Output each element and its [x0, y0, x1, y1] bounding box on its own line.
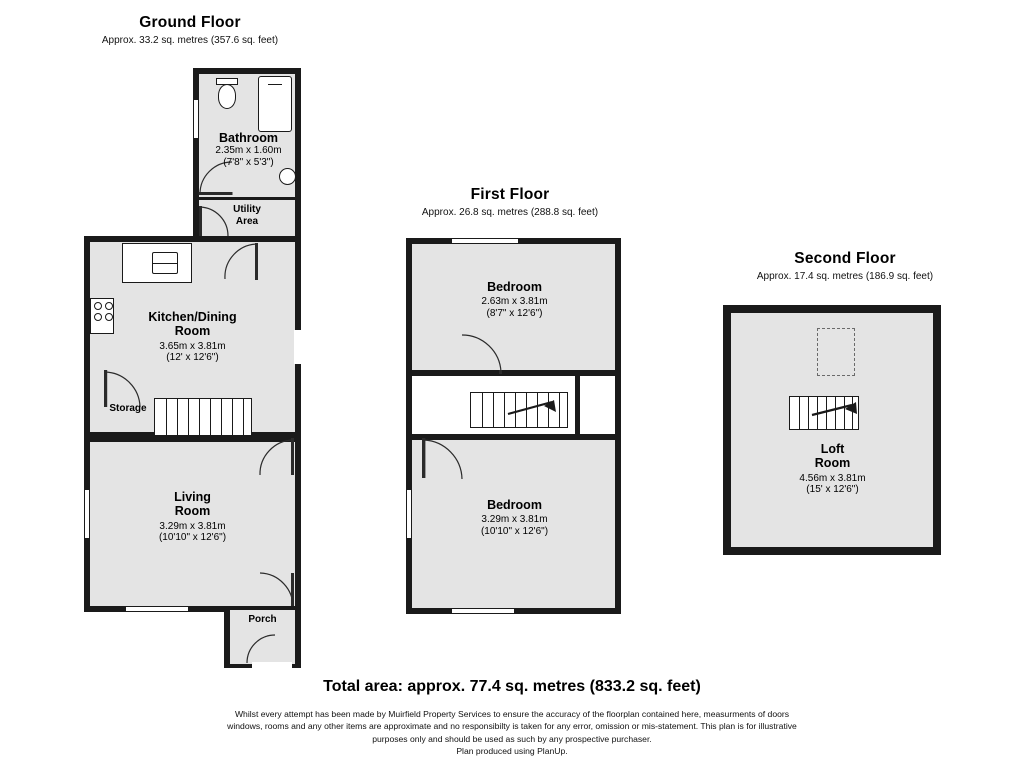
ground-floor-subtitle: Approx. 33.2 sq. metres (357.6 sq. feet): [101, 35, 279, 46]
kitchen-sink-divider: [152, 263, 178, 264]
bedroom-1-label: [432, 280, 597, 319]
storage-name: Storage: [109, 403, 147, 414]
living-room-name-line1: Living: [174, 490, 211, 504]
ground-floor-group: [0, 0, 340, 680]
bedroom-1-dim-imperial: (8'7" x 12'6"): [486, 307, 543, 319]
hob-burner-3: [94, 313, 102, 321]
bedroom-2-side-window: [406, 490, 412, 538]
utility-door: [199, 206, 229, 238]
disclaimer-line-2: windows, rooms and any other items are approximate and no responsibilty is taken for any error, omission or mis-statement. This plan is for illustrative: [227, 721, 797, 732]
bedroom-1-dim-metric: 2.63m x 3.81m: [481, 296, 548, 308]
living-room-side-window: [84, 490, 90, 538]
bathroom-name: Bathroom: [218, 131, 279, 145]
kitchen-door: [224, 243, 258, 281]
loft-label: [750, 442, 915, 496]
second-floor-title: Second Floor: [794, 250, 896, 267]
disclaimer-line-1: Whilst every attempt has been made by Muirfield Property Services to ensure the accuracy of the floorplan contained here, measurments of doors: [234, 709, 790, 719]
bedroom-2-dim-imperial: (10'10" x 12'6"): [480, 525, 549, 537]
loft-name-line2: Room: [814, 456, 851, 471]
bedroom-2-door: [422, 438, 464, 480]
utility-name-line1: Utility: [233, 204, 261, 215]
loft-name-line1: Loft: [820, 442, 845, 456]
kitchen-label: [110, 310, 275, 364]
second-floor-subtitle: Approx. 17.4 sq. metres (186.9 sq. feet): [756, 271, 934, 282]
living-room-label: [110, 490, 275, 544]
storage-label: [84, 403, 172, 415]
loft-dim-imperial: (15' x 12'6"): [806, 484, 859, 496]
loft-stair-arrow: [812, 400, 864, 422]
kitchen-name-line2: Room: [174, 324, 211, 339]
bedroom-1-name: Bedroom: [487, 280, 542, 294]
bedroom-2-label: [432, 498, 597, 537]
living-room-porch-door: [258, 572, 294, 610]
sink-fixture: [279, 168, 296, 185]
toilet-cistern: [216, 78, 238, 85]
bedroom-2-name: Bedroom: [487, 498, 542, 512]
first-floor-group: [360, 0, 660, 680]
bathtub-taps: [268, 79, 282, 85]
utility-name-line2: Area: [235, 215, 259, 227]
living-room-dim-metric: 3.29m x 3.81m: [159, 520, 226, 532]
loft-dim-metric: 4.56m x 3.81m: [799, 472, 866, 484]
porch-label: [224, 614, 301, 626]
kitchen-dim-imperial: (12' x 12'6"): [166, 352, 219, 364]
footer-block: [0, 678, 1024, 758]
living-room-front-window: [126, 606, 188, 612]
hob-burner-2: [105, 302, 113, 310]
bedroom-2-dim-metric: 3.29m x 3.81m: [481, 514, 548, 526]
total-area-text: Total area: approx. 77.4 sq. metres (833.2 sq. feet): [323, 678, 701, 695]
bedroom-1-door: [460, 334, 502, 374]
bedroom-2-front-window: [452, 608, 514, 614]
bathroom-dim-imperial: (7'8" x 5'3"): [223, 156, 274, 168]
porch-name: Porch: [248, 614, 277, 625]
stair-direction-arrow: [508, 398, 562, 420]
kitchen-name-line1: Kitchen/Dining: [148, 310, 237, 324]
disclaimer-line-4: Plan produced using PlanUp.: [456, 746, 568, 757]
loft-rooflight: [817, 328, 855, 376]
first-floor-subtitle: Approx. 26.8 sq. metres (288.8 sq. feet): [421, 207, 599, 218]
toilet-fixture: [218, 84, 236, 109]
bathroom-label: [186, 131, 311, 168]
first-floor-title: First Floor: [470, 186, 550, 203]
hob-burner-1: [94, 302, 102, 310]
kitchen-right-doorway: [294, 330, 302, 364]
disclaimer-line-3: purposes only and should be used as such by any prospective purchaser.: [372, 733, 652, 744]
kitchen-dim-metric: 3.65m x 3.81m: [159, 340, 226, 352]
living-room-dim-imperial: (10'10" x 12'6"): [158, 532, 227, 544]
second-floor-group: [700, 0, 1000, 680]
ground-floor-title: Ground Floor: [139, 14, 241, 31]
bathroom-dim-metric: 2.35m x 1.60m: [215, 145, 282, 157]
porch-door: [246, 634, 276, 664]
living-room-hall-door: [258, 438, 294, 476]
landing-right-wall: [575, 376, 580, 434]
living-room-name-line2: Room: [174, 504, 211, 519]
bedroom-1-window: [452, 238, 518, 244]
